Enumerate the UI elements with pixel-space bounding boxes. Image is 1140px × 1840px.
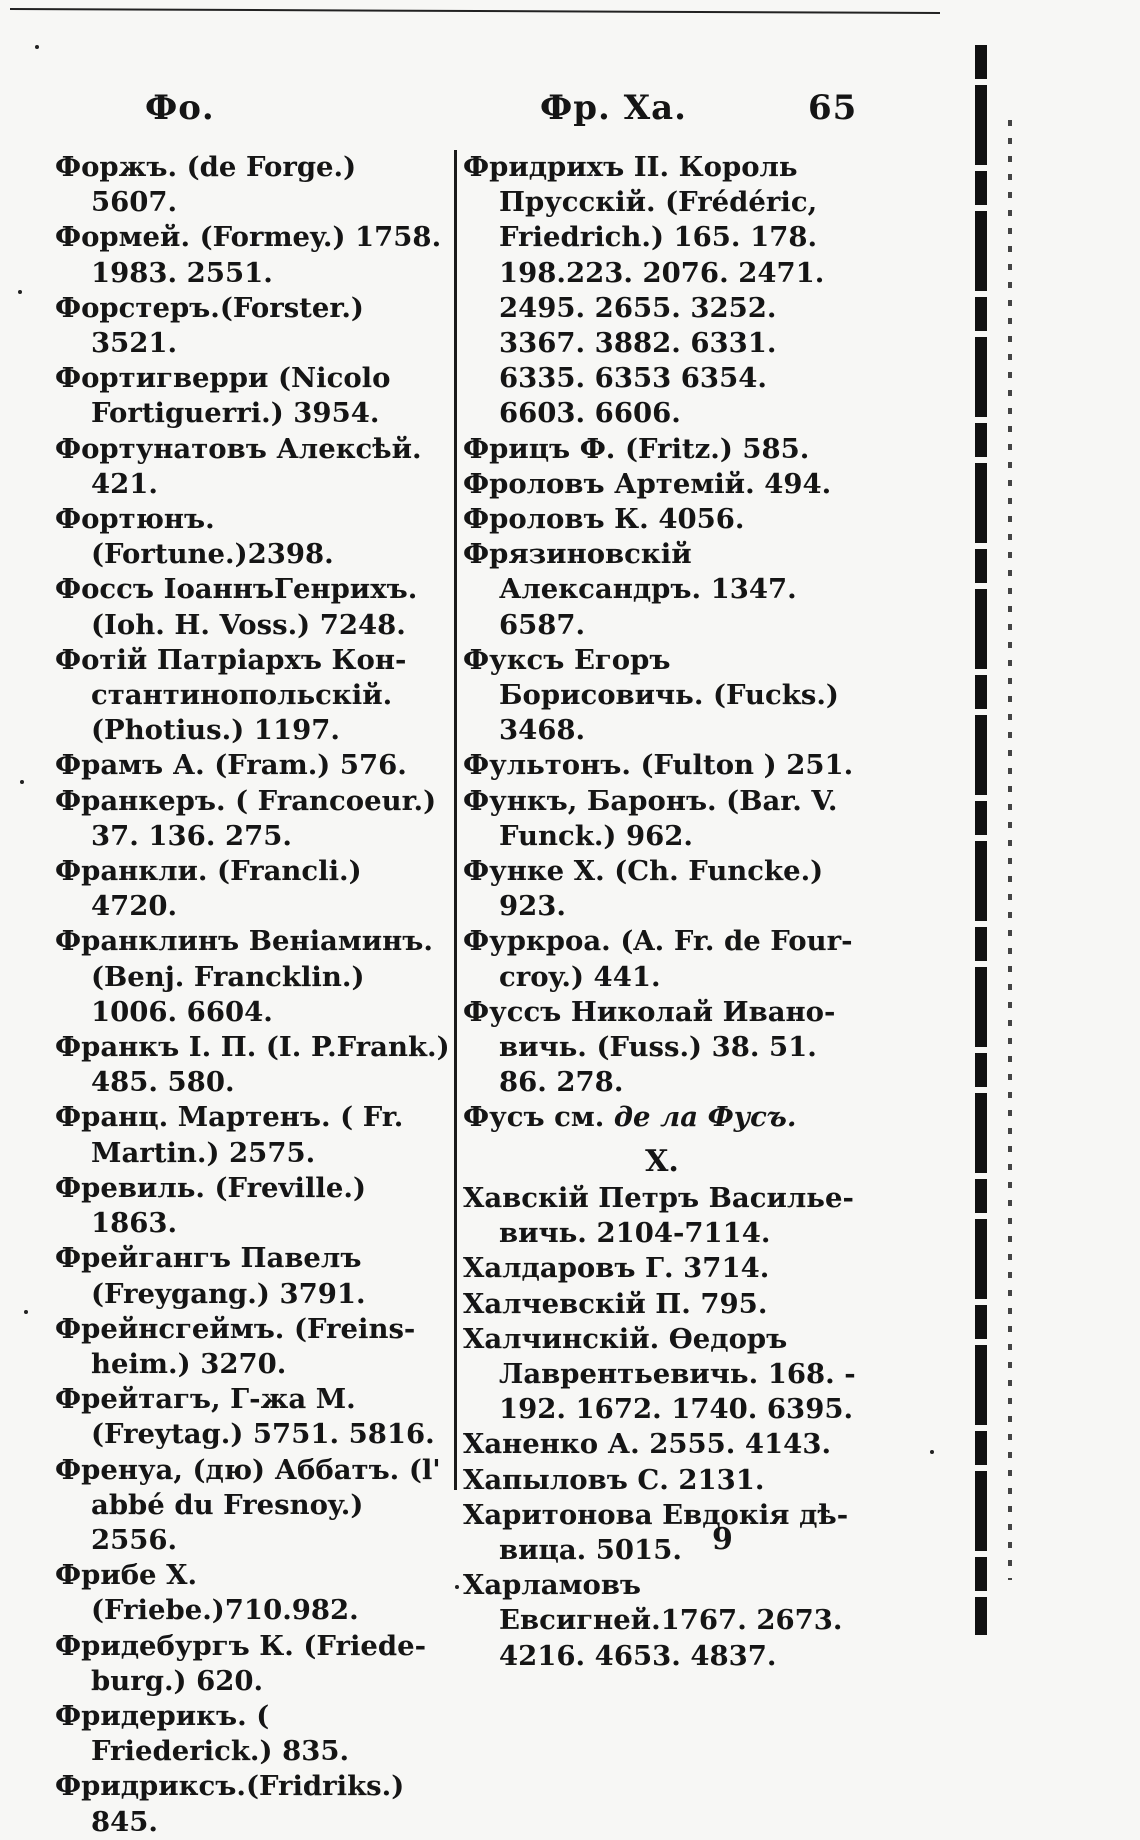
index-entry: Фрибе X.(Friebe.)710.982. xyxy=(55,1559,359,1627)
index-entry: Фуксъ Егоръ Борисовичь. (Fucks.) 3468. xyxy=(463,643,839,747)
index-entry: Фотій Патріархъ Константинопольскій. (Photius.) 1197. xyxy=(55,643,407,747)
index-entry: Франкли. (Francli.) 4720. xyxy=(55,855,362,923)
ink-speck xyxy=(35,45,39,49)
index-entry: Функъ, Баронъ. (Bar. V. Funck.) 962. xyxy=(463,784,838,852)
index-entry: Халчинскій. Ѳедоръ Лаврентьевичь. 168. - 192. 1672. 1740. 6395. xyxy=(463,1322,856,1426)
index-entry: Функе X. (Ch. Funcke.) 923. xyxy=(463,855,824,923)
top-rule xyxy=(10,8,940,14)
index-entry: Фридерикъ. ( Friederick.) 835. xyxy=(55,1699,350,1768)
ink-speck xyxy=(930,1450,934,1454)
index-entry: Фуркроа. (A. Fr. de Fourcroy.) 441. xyxy=(463,925,853,993)
index-entry: Фрицъ Ф. (Fritz.) 585. xyxy=(463,432,810,465)
running-head-middle: Фр. Ха. xyxy=(540,88,687,128)
index-entry: Ханенко А. 2555. 4143. xyxy=(463,1428,832,1461)
section-heading: X. xyxy=(645,1143,679,1179)
page-number: 65 xyxy=(808,88,858,128)
index-entry: Фрейгангъ Павелъ (Freygang.) 3791. xyxy=(55,1242,366,1310)
book-spine-shadow xyxy=(975,45,987,1635)
index-entry: Хавскій Петръ Васильевичь. 2104-7114. xyxy=(463,1181,854,1250)
index-entry: Фрейтагъ, Г-жа М. (Freytag.) 5751. 5816. xyxy=(55,1383,435,1451)
index-entry: Френуа, (дю) Аббатъ. (l' abbé du Fresnoy.) 2556. xyxy=(55,1453,441,1556)
index-entry: Франкеръ. ( Francoeur.) 37. 136. 275. xyxy=(55,784,437,852)
cross-reference-target: де ла Фусъ. xyxy=(613,1101,797,1134)
index-entry: Фроловъ К. 4056. xyxy=(463,503,745,536)
index-entry: Фревиль. (Freville.) 1863. xyxy=(55,1171,366,1240)
index-entry: Фультонъ. (Fulton ) 251. xyxy=(463,749,854,782)
index-entry: Фрамъ А. (Fram.) 576. xyxy=(55,749,407,782)
index-entry: Фридриксъ.(Fridriks.) 845. xyxy=(55,1770,405,1838)
index-entry: Фридрихъ II. Король Прусскій. (Frédéric, Friedrich.) 165. 178. 198.223. 2076. 2471. 2495. 2655. 3252. 3367. 3882. 6331. 6335. 6353 6354. 6603. 6606. xyxy=(463,151,825,430)
index-entry: Франклинъ Веніаминъ. (Benj. Francklin.) 1006. 6604. xyxy=(55,925,433,1028)
index-column-right xyxy=(463,150,861,1674)
running-head-left: Фо. xyxy=(145,88,215,128)
index-entry: Форжъ. (de Forge.) 5607. xyxy=(55,151,357,219)
signature-mark: 9 xyxy=(712,1522,733,1557)
column-divider xyxy=(454,150,457,1490)
cross-reference-prefix: Фусъ см. xyxy=(463,1101,605,1134)
book-spine-edge xyxy=(1008,120,1012,1580)
index-entry: Франц. Мартенъ. ( Fr. Martin.) 2575. xyxy=(55,1101,404,1169)
ink-speck xyxy=(455,1585,459,1589)
index-entry: Фрязиновскій Александръ. 1347. 6587. xyxy=(463,538,797,641)
index-entry: Фортюнъ.(Fortune.)2398. xyxy=(55,503,334,571)
cross-reference xyxy=(463,1100,861,1135)
index-entry: Халдаровъ Г. 3714. xyxy=(463,1252,770,1285)
index-entry: Халчевскій П. 795. xyxy=(463,1287,768,1320)
index-entry: Фридебургъ К. (Friedeburg.) 620. xyxy=(55,1629,427,1697)
index-entry: Фортигверри (Nicolo Fortiguerri.) 3954. xyxy=(55,362,391,430)
index-entry: Хапыловъ С. 2131. xyxy=(463,1463,765,1496)
ink-speck xyxy=(20,780,24,784)
index-entry: Харитонова Евдокія дѣвица. 5015. xyxy=(463,1498,849,1566)
index-entry: Формей. (Formey.) 1758. 1983. 2551. xyxy=(55,221,442,289)
index-entry: Фрейнсгеймъ. (Freinsheim.) 3270. xyxy=(55,1312,416,1380)
index-entry: Фортунатовъ Алексѣй. 421. xyxy=(55,432,422,500)
index-entry: Фроловъ Артемій. 494. xyxy=(463,467,832,500)
index-entry: Франкъ І. П. (I. P.Frank.) 485. 580. xyxy=(55,1031,450,1099)
ink-speck xyxy=(18,290,22,294)
index-entry: Фоссъ ІоаннъГенрихъ.(Ioh. H. Voss.) 7248. xyxy=(55,573,418,641)
ink-speck xyxy=(24,1310,28,1314)
index-entry: Форстеръ.(Forster.) 3521. xyxy=(55,291,364,360)
index-column-left xyxy=(55,150,450,1840)
index-entry: Фуссъ Николай Ивановичь. (Fuss.) 38. 51. 86. 278. xyxy=(463,995,836,1099)
index-entry: Харламовъ Евсигней.1767. 2673. 4216. 4653. 4837. xyxy=(463,1569,843,1672)
